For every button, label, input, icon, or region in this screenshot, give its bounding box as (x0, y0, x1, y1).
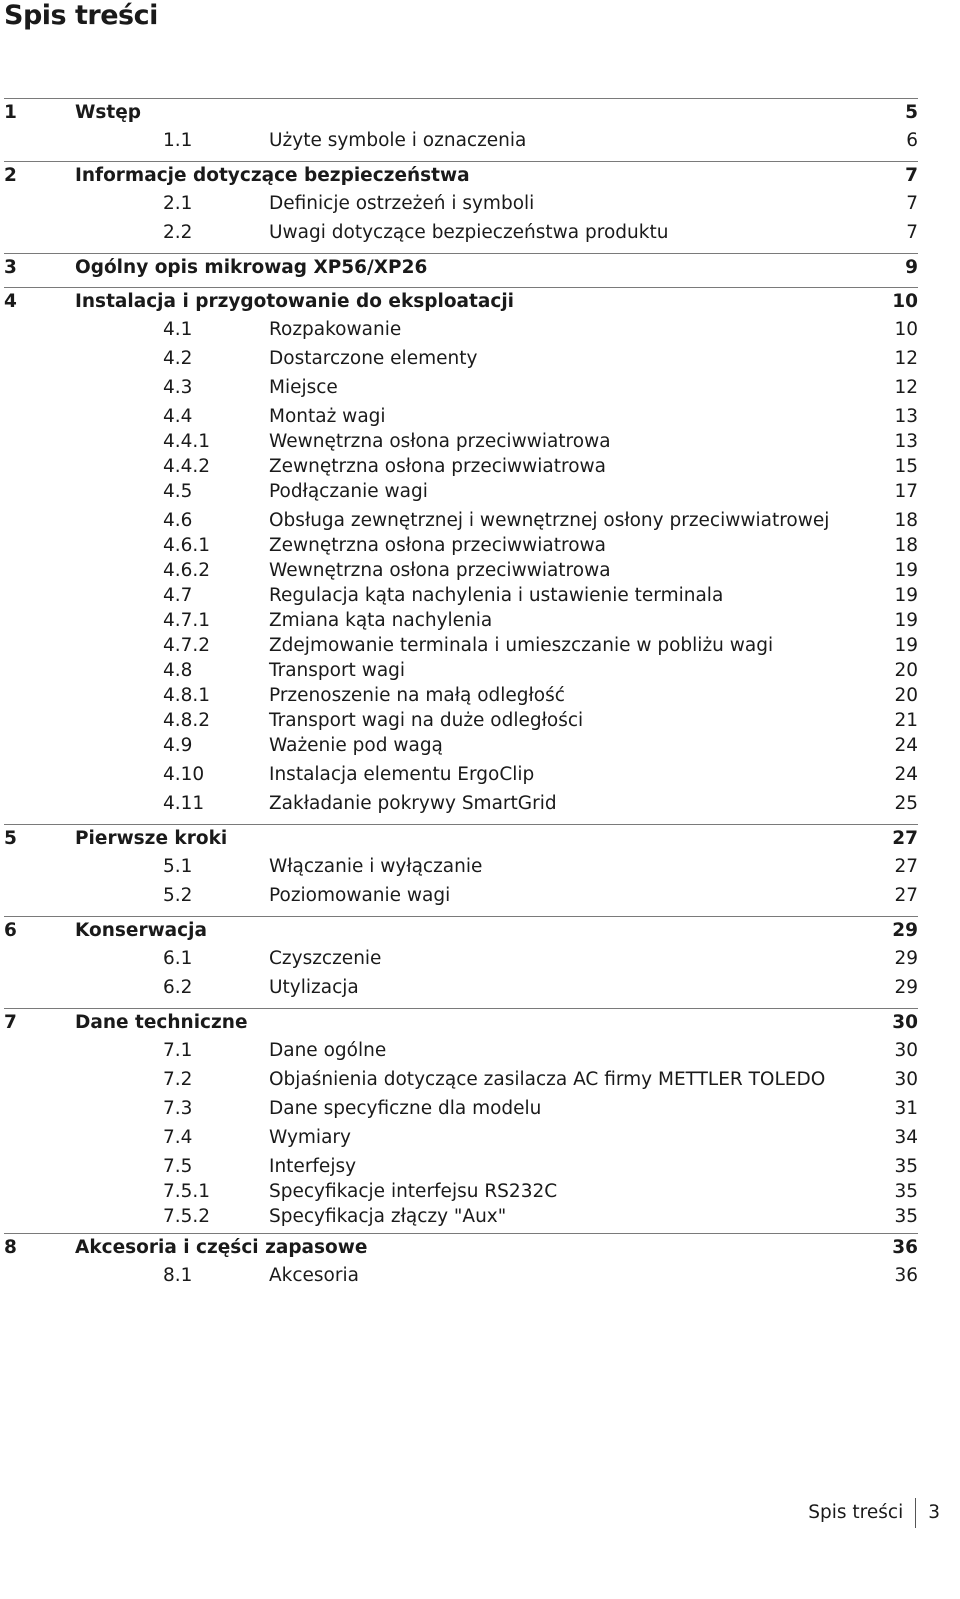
section-number: 8.1 (163, 1265, 193, 1286)
toc-section-entry[interactable] (4, 710, 918, 735)
chapter-number: 7 (4, 1012, 17, 1033)
section-list (4, 948, 918, 1008)
toc-section-entry[interactable] (4, 764, 918, 793)
section-title: Objaśnienia dotyczące zasilacza AC firmy METTLER TOLEDO (269, 1069, 826, 1090)
toc-section-entry[interactable] (4, 456, 918, 481)
section-page-number: 29 (894, 948, 918, 969)
section-page-number: 35 (894, 1156, 918, 1177)
toc-section-entry[interactable] (4, 856, 918, 885)
section-page-number: 7 (906, 222, 918, 243)
section-title: Podłączanie wagi (269, 481, 428, 502)
section-number: 4.3 (163, 377, 193, 398)
section-number: 4.8.1 (163, 685, 211, 706)
section-title: Uwagi dotyczące bezpieczeństwa produktu (269, 222, 669, 243)
toc-section-entry[interactable] (4, 481, 918, 510)
chapter-page-number: 5 (905, 102, 918, 123)
page-title: Spis treści (4, 0, 158, 31)
section-title: Dane ogólne (269, 1040, 387, 1061)
section-title: Specyfikacje interfejsu RS232C (269, 1181, 558, 1202)
chapter-number: 3 (4, 257, 17, 278)
section-number: 5.1 (163, 856, 193, 877)
toc-chapter-entry[interactable] (4, 257, 918, 285)
section-page-number: 17 (894, 481, 918, 502)
section-page-number: 21 (894, 710, 918, 731)
chapter-page-number: 9 (905, 257, 918, 278)
section-page-number: 27 (894, 885, 918, 906)
section-title: Poziomowanie wagi (269, 885, 451, 906)
section-list (4, 193, 918, 253)
section-number: 7.3 (163, 1098, 193, 1119)
toc-section-entry[interactable] (4, 560, 918, 585)
section-number: 6.1 (163, 948, 193, 969)
section-page-number: 35 (894, 1181, 918, 1202)
chapter-title: Wstęp (75, 102, 142, 123)
chapter-page-number: 29 (892, 920, 918, 941)
toc-section-entry[interactable] (4, 948, 918, 977)
section-page-number: 19 (894, 560, 918, 581)
toc-section-entry[interactable] (4, 348, 918, 377)
toc-section-entry[interactable] (4, 793, 918, 822)
section-page-number: 19 (894, 585, 918, 606)
toc-chapter (4, 161, 918, 253)
section-page-number: 19 (894, 635, 918, 656)
toc-section-entry[interactable] (4, 1069, 918, 1098)
section-page-number: 20 (894, 660, 918, 681)
toc-section-entry[interactable] (4, 510, 918, 535)
chapter-number: 1 (4, 102, 17, 123)
section-page-number: 25 (894, 793, 918, 814)
toc-chapter (4, 916, 918, 1008)
section-number: 4.1 (163, 319, 193, 340)
section-page-number: 13 (894, 431, 918, 452)
section-number: 4.6 (163, 510, 193, 531)
section-title: Wymiary (269, 1127, 351, 1148)
toc-section-entry[interactable] (4, 377, 918, 406)
section-title: Przenoszenie na małą odległość (269, 685, 565, 706)
section-list (4, 1265, 918, 1296)
chapter-page-number: 7 (905, 165, 918, 186)
toc-chapter-entry[interactable] (4, 920, 918, 948)
toc-chapter (4, 253, 918, 287)
table-of-contents (4, 98, 918, 1296)
section-number: 7.1 (163, 1040, 193, 1061)
section-number: 4.7.2 (163, 635, 211, 656)
section-page-number: 24 (894, 764, 918, 785)
chapter-title: Pierwsze kroki (75, 828, 228, 849)
chapter-page-number: 27 (892, 828, 918, 849)
section-number: 2.1 (163, 193, 193, 214)
section-page-number: 12 (894, 377, 918, 398)
chapter-page-number: 36 (892, 1237, 918, 1258)
section-number: 4.9 (163, 735, 193, 756)
toc-section-entry[interactable] (4, 635, 918, 660)
toc-section-entry[interactable] (4, 222, 918, 251)
toc-chapter-entry[interactable] (4, 102, 918, 130)
toc-section-entry[interactable] (4, 1156, 918, 1181)
toc-section-entry[interactable] (4, 431, 918, 456)
section-page-number: 29 (894, 977, 918, 998)
section-page-number: 31 (894, 1098, 918, 1119)
chapter-number: 5 (4, 828, 17, 849)
section-number: 7.2 (163, 1069, 193, 1090)
section-title: Wewnętrzna osłona przeciwwiatrowa (269, 560, 611, 581)
toc-chapter-entry[interactable] (4, 165, 918, 193)
section-number: 7.5 (163, 1156, 193, 1177)
section-number: 4.5 (163, 481, 193, 502)
section-title: Zakładanie pokrywy SmartGrid (269, 793, 557, 814)
section-title: Specyfikacja złączy "Aux" (269, 1206, 507, 1227)
toc-section-entry[interactable] (4, 535, 918, 560)
toc-section-entry[interactable] (4, 885, 918, 914)
toc-section-entry[interactable] (4, 735, 918, 764)
toc-section-entry[interactable] (4, 1265, 918, 1294)
section-list (4, 319, 918, 824)
chapter-number: 4 (4, 291, 17, 312)
section-title: Definicje ostrzeżeń i symboli (269, 193, 535, 214)
section-number: 1.1 (163, 130, 193, 151)
section-list (4, 130, 918, 161)
section-title: Rozpakowanie (269, 319, 402, 340)
toc-chapter (4, 1233, 918, 1296)
toc-chapter (4, 824, 918, 916)
section-page-number: 18 (894, 510, 918, 531)
chapter-title: Konserwacja (75, 920, 207, 941)
section-number: 4.7 (163, 585, 193, 606)
section-title: Transport wagi (269, 660, 406, 681)
toc-section-entry[interactable] (4, 1040, 918, 1069)
section-number: 2.2 (163, 222, 193, 243)
section-title: Akcesoria (269, 1265, 359, 1286)
section-number: 6.2 (163, 977, 193, 998)
section-page-number: 36 (894, 1265, 918, 1286)
section-title: Zdejmowanie terminala i umieszczanie w pobliżu wagi (269, 635, 774, 656)
section-page-number: 13 (894, 406, 918, 427)
section-number: 4.11 (163, 793, 205, 814)
section-title: Montaż wagi (269, 406, 386, 427)
section-number: 7.5.1 (163, 1181, 211, 1202)
section-title: Zewnętrzna osłona przeciwwiatrowa (269, 456, 607, 477)
chapter-title: Informacje dotyczące bezpieczeństwa (75, 165, 470, 186)
section-title: Ważenie pod wagą (269, 735, 443, 756)
section-number: 4.6.1 (163, 535, 211, 556)
section-page-number: 27 (894, 856, 918, 877)
section-page-number: 20 (894, 685, 918, 706)
toc-section-entry[interactable] (4, 406, 918, 431)
section-page-number: 12 (894, 348, 918, 369)
section-page-number: 7 (906, 193, 918, 214)
section-page-number: 10 (894, 319, 918, 340)
section-title: Interfejsy (269, 1156, 357, 1177)
toc-section-entry[interactable] (4, 130, 918, 159)
chapter-page-number: 10 (892, 291, 918, 312)
section-title: Wewnętrzna osłona przeciwwiatrowa (269, 431, 611, 452)
section-page-number: 30 (894, 1069, 918, 1090)
footer-page-number: 3 (928, 1502, 940, 1523)
section-title: Dostarczone elementy (269, 348, 478, 369)
section-title: Czyszczenie (269, 948, 382, 969)
section-page-number: 34 (894, 1127, 918, 1148)
page-footer (808, 1498, 940, 1528)
section-page-number: 15 (894, 456, 918, 477)
chapter-title: Ogólny opis mikrowag XP56/XP26 (75, 257, 428, 278)
chapter-number: 2 (4, 165, 17, 186)
toc-section-entry[interactable] (4, 1206, 918, 1231)
section-title: Użyte symbole i oznaczenia (269, 130, 527, 151)
toc-chapter (4, 1008, 918, 1233)
toc-section-entry[interactable] (4, 1098, 918, 1127)
section-title: Włączanie i wyłączanie (269, 856, 483, 877)
chapter-title: Instalacja i przygotowanie do eksploatacji (75, 291, 515, 312)
toc-section-entry[interactable] (4, 193, 918, 222)
section-list (4, 856, 918, 916)
toc-section-entry[interactable] (4, 319, 918, 348)
section-number: 7.5.2 (163, 1206, 211, 1227)
chapter-number: 6 (4, 920, 17, 941)
section-page-number: 19 (894, 610, 918, 631)
section-number: 4.4.2 (163, 456, 211, 477)
section-page-number: 35 (894, 1206, 918, 1227)
toc-section-entry[interactable] (4, 660, 918, 685)
section-title: Obsługa zewnętrznej i wewnętrznej osłony przeciwwiatrowej (269, 510, 830, 531)
section-page-number: 30 (894, 1040, 918, 1061)
section-title: Transport wagi na duże odległości (269, 710, 584, 731)
chapter-title: Akcesoria i części zapasowe (75, 1237, 368, 1258)
section-number: 4.2 (163, 348, 193, 369)
toc-section-entry[interactable] (4, 1181, 918, 1206)
toc-section-entry[interactable] (4, 977, 918, 1006)
toc-chapter-entry[interactable] (4, 1012, 918, 1040)
toc-section-entry[interactable] (4, 685, 918, 710)
section-title: Utylizacja (269, 977, 359, 998)
toc-section-entry[interactable] (4, 1127, 918, 1156)
section-number: 4.10 (163, 764, 205, 785)
section-number: 4.8.2 (163, 710, 211, 731)
chapter-number: 8 (4, 1237, 17, 1258)
section-title: Dane specyficzne dla modelu (269, 1098, 542, 1119)
chapter-page-number: 30 (892, 1012, 918, 1033)
section-list (4, 1040, 918, 1233)
toc-chapter-entry[interactable] (4, 1237, 918, 1265)
toc-section-entry[interactable] (4, 610, 918, 635)
section-title: Zewnętrzna osłona przeciwwiatrowa (269, 535, 607, 556)
section-number: 4.4 (163, 406, 193, 427)
section-title: Miejsce (269, 377, 338, 398)
footer-section-label: Spis treści (808, 1498, 916, 1528)
section-number: 4.6.2 (163, 560, 211, 581)
toc-chapter-entry[interactable] (4, 291, 918, 319)
section-number: 4.4.1 (163, 431, 211, 452)
section-number: 7.4 (163, 1127, 193, 1148)
section-page-number: 6 (906, 130, 918, 151)
section-title: Instalacja elementu ErgoClip (269, 764, 535, 785)
chapter-title: Dane techniczne (75, 1012, 248, 1033)
toc-chapter-entry[interactable] (4, 828, 918, 856)
toc-section-entry[interactable] (4, 585, 918, 610)
section-title: Zmiana kąta nachylenia (269, 610, 493, 631)
section-title: Regulacja kąta nachylenia i ustawienie terminala (269, 585, 724, 606)
toc-chapter (4, 98, 918, 161)
section-number: 5.2 (163, 885, 193, 906)
section-number: 4.7.1 (163, 610, 211, 631)
section-page-number: 18 (894, 535, 918, 556)
toc-chapter (4, 287, 918, 824)
section-page-number: 24 (894, 735, 918, 756)
section-number: 4.8 (163, 660, 193, 681)
